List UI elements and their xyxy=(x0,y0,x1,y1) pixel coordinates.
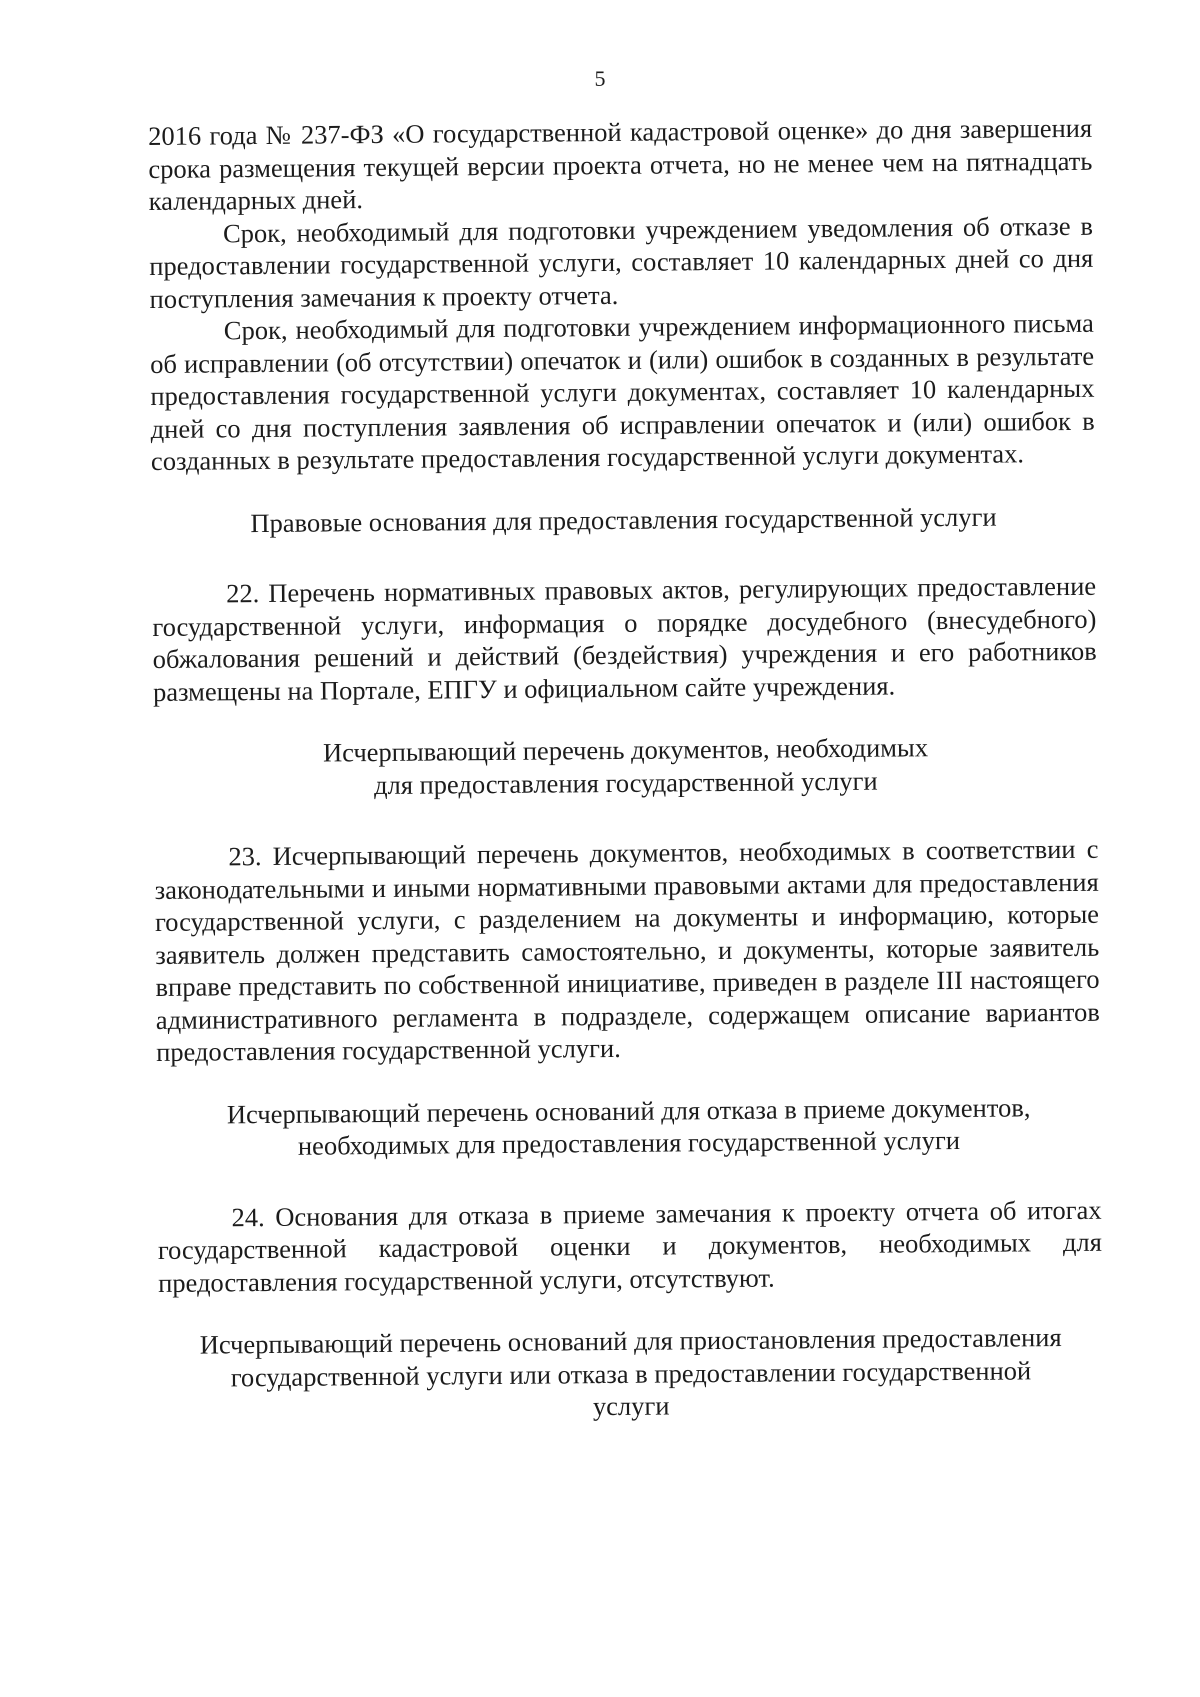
section-heading-documents-list xyxy=(153,730,1098,803)
paragraph-refusal-notice-term: Срок, необходимый для подготовки учреждением уведомления об отказе в предоставлении государственной услуги, составляет 10 календарных дней со дня поступления замечания к проекту отчета. xyxy=(149,210,1094,314)
paragraph-23: 23. Исчерпывающий перечень документов, необходимых в соответствии с законодательными и иными нормативными правовыми актами для предоставления государственной услуги, с разделением на документы и информацию, которые заявитель должен представить самостоятельно, и документы, которые заявитель вправе представить по собственной инициативе, приведен в разделе III настоящего административного регламента в подразделе, содержащем описание вариантов предоставления государственной услуги. xyxy=(154,833,1100,1067)
paragraph-22: 22. Перечень нормативных правовых актов, регулирующих предоставление государственной услуги, информация о порядке досудебного (внесудебного) обжалования решений и действий (бездействия) учреждения и его работников размещены на Портале, ЕПГУ и официальном сайте учреждения. xyxy=(152,570,1097,707)
page-number: 5 xyxy=(594,66,606,91)
heading-line: Исчерпывающий перечень документов, необходимых xyxy=(322,732,929,768)
heading-line: Правовые основания для предоставления государственной услуги xyxy=(250,501,997,538)
paragraph-continuation: 2016 года № 237-ФЗ «О государственной кадастровой оценке» до дня завершения срока размещения текущей версии проекта отчета, но не менее чем на пятнадцать календарных дней. xyxy=(148,112,1093,216)
heading-line: услуги xyxy=(592,1390,670,1422)
heading-line: для предоставления государственной услуги xyxy=(373,765,878,800)
heading-line: государственной услуги или отказа в предоставлении государственной xyxy=(230,1354,1032,1392)
heading-line: необходимых для предоставления государственной услуги xyxy=(297,1124,961,1161)
section-heading-refusal-grounds xyxy=(157,1090,1102,1163)
heading-line: Исчерпывающий перечень оснований для отказа в приеме документов, xyxy=(226,1091,1031,1129)
section-heading-suspension-grounds xyxy=(159,1321,1104,1427)
heading-line: Исчерпывающий перечень оснований для приостановления предоставления xyxy=(199,1322,1062,1360)
paragraph-correction-letter-term: Срок, необходимый для подготовки учреждением информационного письма об исправлении (об отсутствии) опечаток и (или) ошибок в созданных в результате предоставления государственной услуги документах, составляет 10 календарных дней со дня поступления заявления об исправлении опечаток и (или) ошибок в созданных в результате предоставления государственной услуги документах. xyxy=(149,307,1095,476)
paragraph-24: 24. Основания для отказа в приеме замечания к проекту отчета об итогах государственной кадастровой оценки и документов, необходимых для предоставления государственной услуги, отсутствуют. xyxy=(157,1194,1102,1298)
document-body xyxy=(148,112,1103,1427)
